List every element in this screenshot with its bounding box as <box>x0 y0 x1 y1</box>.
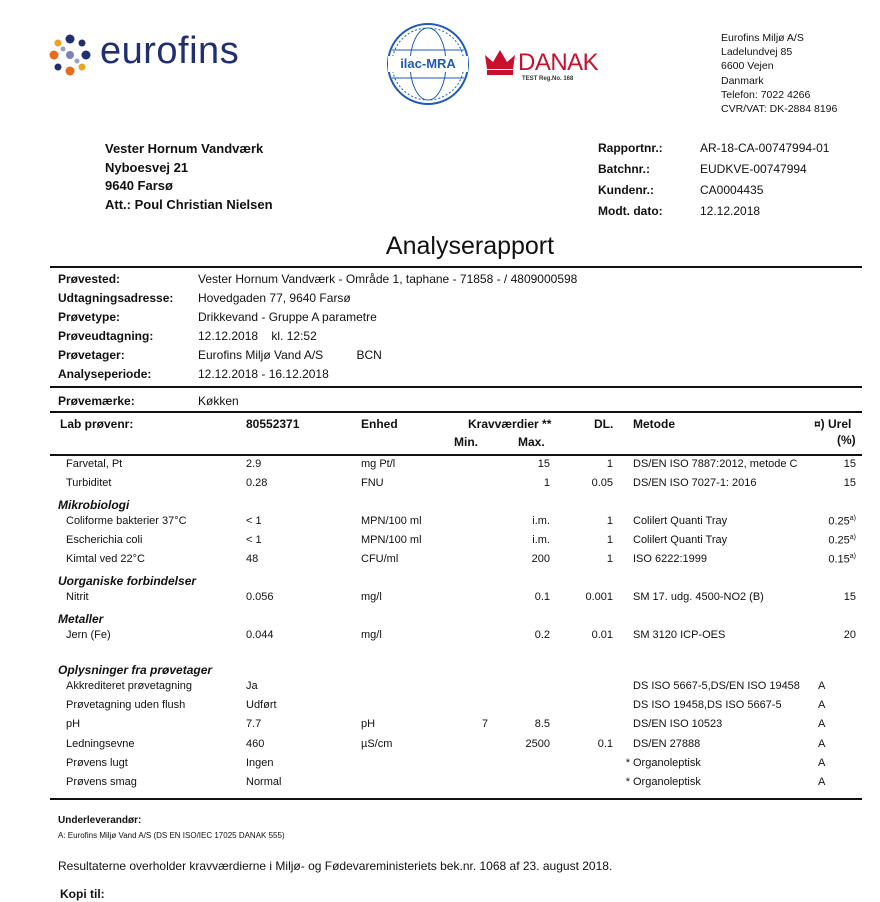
urel-value: 20 <box>843 629 856 641</box>
method-header: Metode <box>633 417 675 431</box>
sampling-time-value: 12.12.2018 kl. 12:52 <box>198 329 317 343</box>
parameter-name: Akkrediteret prøvetagning <box>66 680 192 692</box>
report-number-label: Rapportnr.: <box>598 141 663 155</box>
subcontractor-flag: A <box>818 699 826 711</box>
subcontractor-text: A: Eurofins Miljø Vand A/S (DS EN ISO/IEC 17025 DANAK 555) <box>58 831 285 840</box>
subcontractor-flag: A <box>818 718 826 730</box>
result-value: 2.9 <box>246 458 262 470</box>
eurofins-dots-icon <box>48 33 92 77</box>
divider <box>50 386 862 388</box>
parameter-name: Nitrit <box>66 591 89 603</box>
subcontractor-flag: A <box>818 757 826 769</box>
sample-marker <box>58 394 239 408</box>
unit-header: Enhed <box>361 417 398 431</box>
sampler-label: Prøvetager: <box>58 348 125 362</box>
max-value: 8.5 <box>534 718 550 730</box>
sample-marker-label: Prøvemærke: <box>58 394 135 408</box>
recipient-line: 9640 Farsø <box>105 178 173 193</box>
parameter-name: Prøvetagning uden flush <box>66 699 186 711</box>
subcontractor-flag: A <box>818 738 826 750</box>
method-name: DS/EN 27888 <box>633 738 701 750</box>
result-unit: mg/l <box>361 591 382 603</box>
max-value: 200 <box>531 553 550 565</box>
urel-value <box>790 534 856 547</box>
batch-number-value: EUDKVE-00747994 <box>700 162 807 176</box>
result-value: 48 <box>246 553 259 565</box>
urel-footnote: a) <box>849 515 856 522</box>
urel-number: 0.15 <box>828 553 850 566</box>
max-value: i.m. <box>532 515 550 527</box>
method-name: Colilert Quanti Tray <box>633 534 728 546</box>
conclusion-text: Resultaterne overholder kravværdierne i Miljø- og Fødevareministeriets bek.nr. 1068 af 23. august 2018. <box>58 859 613 873</box>
sampling-address-value: Hovedgaden 77, 9640 Farsø <box>198 291 351 305</box>
urel-unit-header: (%) <box>837 433 856 447</box>
subcontractor-flag: A <box>818 680 826 692</box>
divider <box>50 266 862 268</box>
sample-location-label: Prøvested: <box>58 272 121 286</box>
parameter-name: Turbiditet <box>66 477 112 489</box>
page-title: Analyserapport <box>385 232 555 260</box>
company-address <box>721 31 837 116</box>
non-accredited-mark: * <box>625 776 630 788</box>
received-date-value: 12.12.2018 <box>700 204 761 218</box>
parameter-name: Escherichia coli <box>66 534 143 546</box>
result-value: Udført <box>246 699 277 711</box>
company-line: 6600 Vejen <box>721 60 774 73</box>
parameter-name: Jern (Fe) <box>66 629 111 641</box>
method-name: DS ISO 5667-5,DS/EN ISO 19458 <box>633 680 800 692</box>
danak-logo <box>484 45 614 90</box>
max-value: 1 <box>543 477 550 489</box>
lab-sample-label: Lab prøvenr: <box>60 417 134 431</box>
method-name: DS ISO 19458,DS ISO 5667-5 <box>633 699 782 711</box>
result-value: < 1 <box>246 534 262 546</box>
requirement-header: Kravværdier ** <box>468 417 552 431</box>
max-value: 2500 <box>525 738 550 750</box>
urel-footnote: a) <box>849 553 856 560</box>
danak-reg: TEST Reg.No. 168 <box>522 76 574 82</box>
max-value: i.m. <box>532 534 550 546</box>
eurofins-wordmark: eurofins <box>100 30 240 72</box>
result-value: Ingen <box>246 757 274 769</box>
parameter-name: Kimtal ved 22°C <box>66 553 145 565</box>
result-unit: mg Pt/l <box>361 458 396 470</box>
divider <box>50 454 862 456</box>
urel-value: 15 <box>843 477 856 489</box>
max-header: Max. <box>518 435 545 449</box>
sampling-address-label: Udtagningsadresse: <box>58 291 174 305</box>
parameter-name: Prøvens smag <box>66 776 137 788</box>
detection-limit: 0.001 <box>585 591 613 603</box>
sample-info <box>58 270 577 384</box>
detection-limit: 1 <box>606 515 613 527</box>
customer-number-label: Kundenr.: <box>598 183 654 197</box>
method-name: SM 17. udg. 4500-NO2 (B) <box>633 591 764 603</box>
parameter-name: Ledningsevne <box>66 738 135 750</box>
company-line: Eurofins Miljø A/S <box>721 32 804 44</box>
method-name: DS/EN ISO 7887:2012, metode C <box>633 458 798 470</box>
batch-number-label: Batchnr.: <box>598 162 651 176</box>
sample-type-value: Drikkevand - Gruppe A parametre <box>198 310 377 324</box>
urel-footnote: a) <box>849 534 856 541</box>
result-unit: MPN/100 ml <box>361 534 422 546</box>
company-line: Ladelundvej 85 <box>721 46 793 59</box>
subcontractor-flag: A <box>818 776 826 788</box>
crown-icon <box>484 47 516 77</box>
sample-marker-value: Køkken <box>198 394 239 408</box>
urel-header: ¤) Urel <box>814 417 852 431</box>
result-value: 0.056 <box>246 591 274 603</box>
parameter-name: Farvetal, Pt <box>66 458 123 470</box>
detection-limit: 1 <box>606 553 613 565</box>
section-sampler-info: Oplysninger fra prøvetager <box>58 663 213 677</box>
recipient-address <box>105 140 273 214</box>
min-header: Min. <box>454 435 478 449</box>
lab-sample-number: 80552371 <box>246 417 300 431</box>
detection-limit: 0.1 <box>597 738 613 750</box>
dl-header: DL. <box>594 417 614 431</box>
parameter-name: Coliforme bakterier 37°C <box>66 515 187 527</box>
result-unit: FNU <box>361 477 384 489</box>
analysis-period-value: 12.12.2018 - 16.12.2018 <box>198 367 329 381</box>
ilac-label: ilac-MRA <box>400 56 456 71</box>
company-line: Danmark <box>721 74 764 87</box>
company-line: CVR/VAT: DK-2884 8196 <box>721 103 838 116</box>
ilac-mra-logo <box>386 22 470 106</box>
report-number-value: AR-18-CA-00747994-01 <box>700 141 830 155</box>
result-value: Normal <box>246 776 282 788</box>
recipient-line: Att.: Poul Christian Nielsen <box>105 196 273 212</box>
sample-type-label: Prøvetype: <box>58 310 121 324</box>
urel-value <box>790 553 856 566</box>
result-unit: pH <box>361 718 376 730</box>
danak-wordmark: DANAK <box>518 49 599 76</box>
divider <box>50 411 862 413</box>
method-name: SM 3120 ICP-OES <box>633 629 726 641</box>
result-value: Ja <box>246 680 258 692</box>
sampler-value: Eurofins Miljø Vand A/S BCN <box>198 348 382 362</box>
subcontractor-label: Underleverandør: <box>58 815 142 826</box>
recipient-line: Nyboesvej 21 <box>105 159 189 175</box>
method-name: DS/EN ISO 10523 <box>633 718 723 730</box>
min-value: 7 <box>481 718 488 730</box>
analysis-period-label: Analyseperiode: <box>58 367 152 381</box>
urel-value <box>790 515 856 528</box>
sample-location-value: Vester Hornum Vandværk - Område 1, taphane - 71858 - / 4809000598 <box>198 272 578 286</box>
result-unit: mg/l <box>361 629 382 641</box>
method-name: DS/EN ISO 7027-1: 2016 <box>633 477 757 489</box>
urel-number: 0.25 <box>828 534 850 547</box>
method-name: Organoleptisk <box>633 757 701 769</box>
sampling-time-label: Prøveudtagning: <box>58 329 154 343</box>
company-line: Telefon: 7022 4266 <box>721 88 811 101</box>
result-unit: CFU/ml <box>361 553 399 565</box>
detection-limit: 0.01 <box>591 629 613 641</box>
result-value: 460 <box>246 738 265 750</box>
copy-to-label: Kopi til: <box>60 887 105 901</box>
customer-number-value: CA0004435 <box>700 183 764 197</box>
section-metals: Metaller <box>58 612 104 626</box>
detection-limit: 0.05 <box>591 477 613 489</box>
max-value: 0.2 <box>534 629 550 641</box>
section-inorganic: Uorganiske forbindelser <box>58 574 197 588</box>
parameter-name: Prøvens lugt <box>66 757 128 769</box>
non-accredited-mark: * <box>625 757 630 769</box>
max-value: 15 <box>537 458 550 470</box>
result-unit: MPN/100 ml <box>361 515 422 527</box>
received-date-label: Modt. dato: <box>598 204 663 218</box>
result-value: 0.044 <box>246 629 274 641</box>
recipient-line: Vester Hornum Vandværk <box>105 141 264 156</box>
result-value: 0.28 <box>246 477 268 489</box>
detection-limit: 1 <box>606 458 613 470</box>
divider <box>50 798 862 800</box>
result-unit: µS/cm <box>361 738 393 750</box>
max-value: 0.1 <box>534 591 550 603</box>
urel-number: 0.25 <box>828 515 850 528</box>
method-name: ISO 6222:1999 <box>633 553 708 565</box>
report-info <box>598 138 829 222</box>
method-name: Colilert Quanti Tray <box>633 515 728 527</box>
result-value: < 1 <box>246 515 262 527</box>
urel-value: 15 <box>843 591 856 603</box>
urel-value: 15 <box>843 458 856 470</box>
method-name: Organoleptisk <box>633 776 701 788</box>
result-value: 7.7 <box>246 718 262 730</box>
parameter-name: pH <box>66 718 81 730</box>
detection-limit: 1 <box>606 534 613 546</box>
section-microbiology: Mikrobiologi <box>58 498 130 512</box>
eurofins-logo <box>48 30 263 80</box>
